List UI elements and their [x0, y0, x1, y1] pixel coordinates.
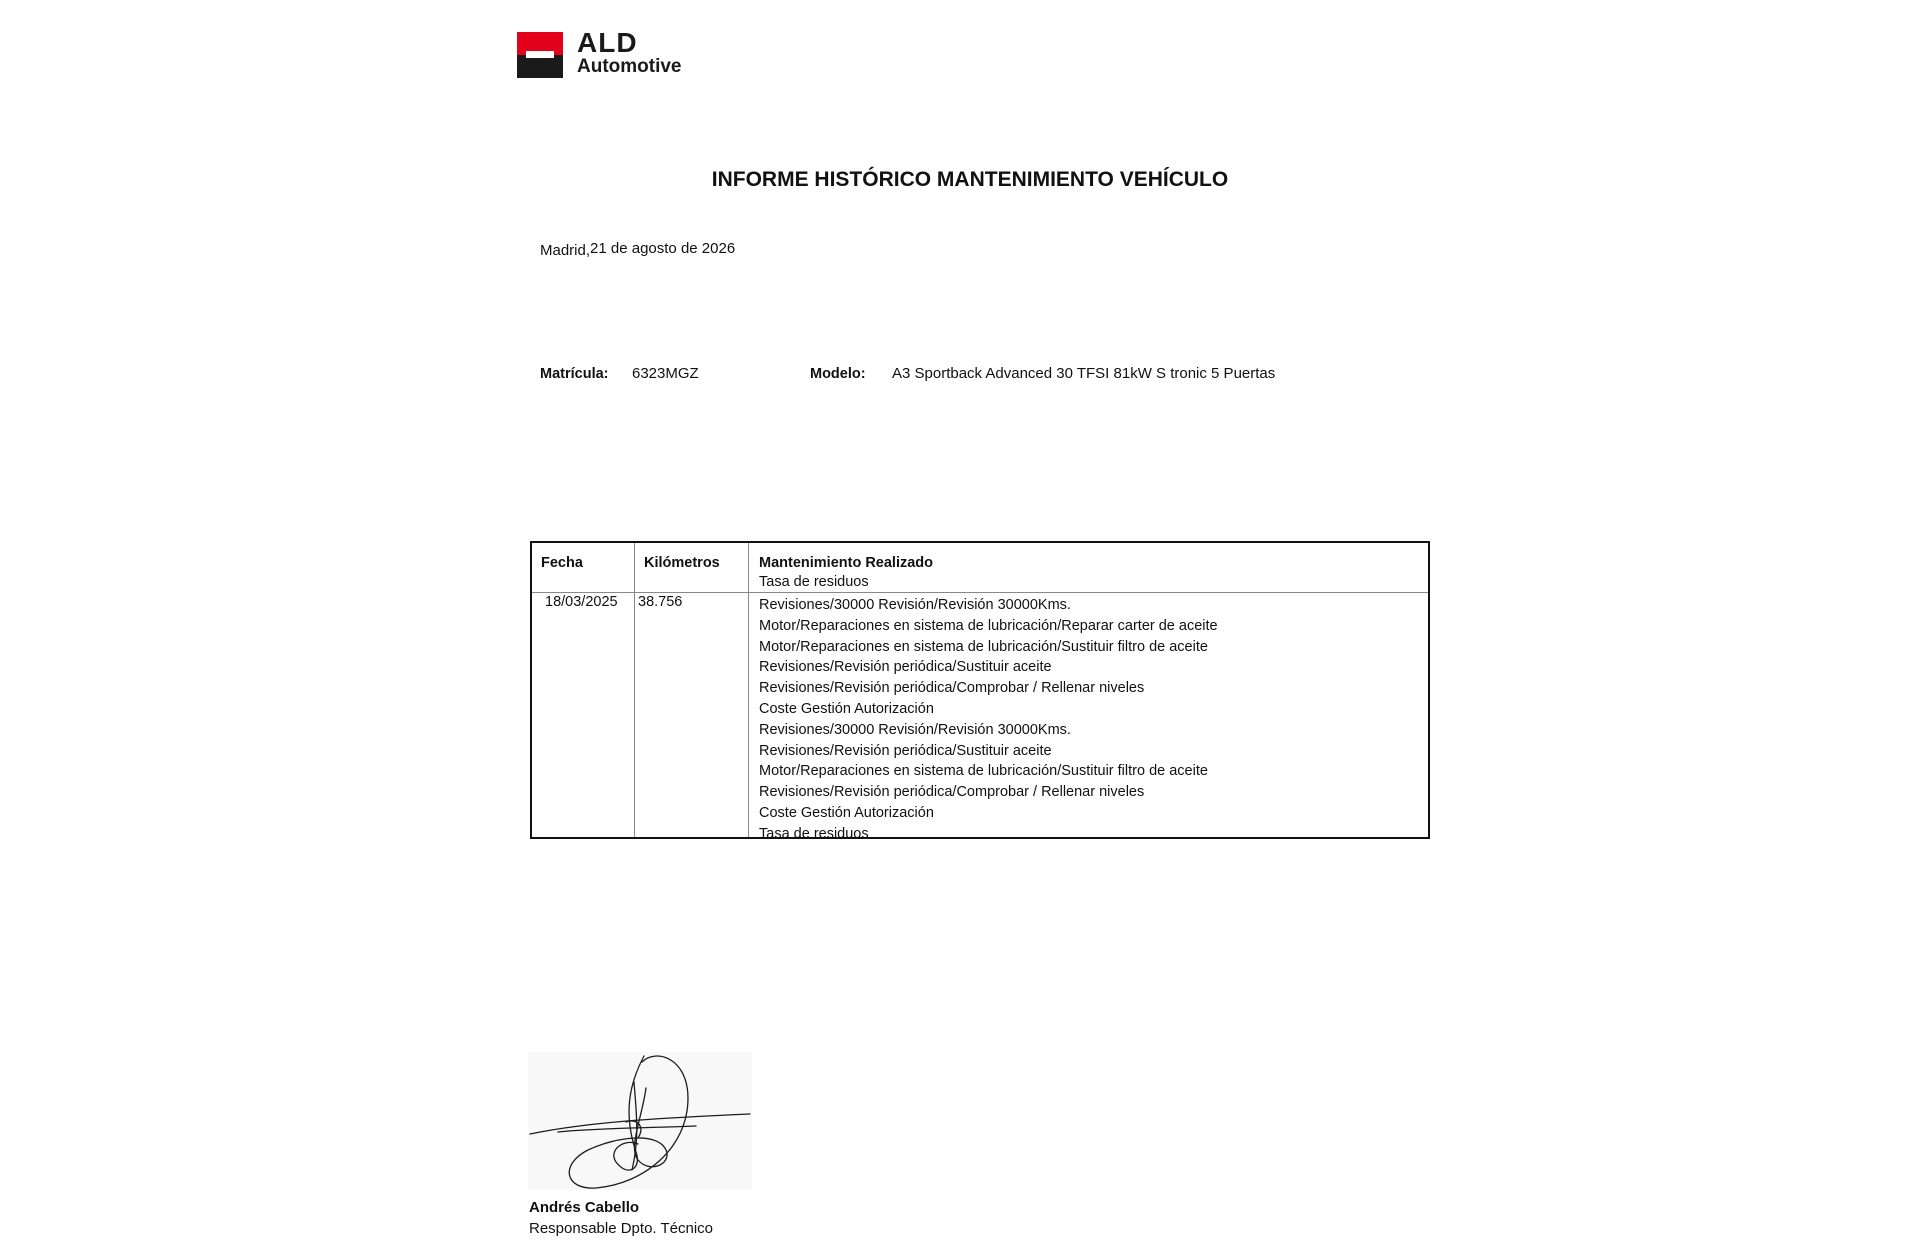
maintenance-item: Coste Gestión Autorización	[759, 804, 934, 821]
maintenance-item: Revisiones/Revisión periódica/Sustituir aceite	[759, 742, 1052, 759]
maintenance-items	[759, 595, 1218, 845]
plate-label: Matrícula:	[540, 366, 609, 382]
logo-line2: Automotive	[577, 56, 682, 77]
maintenance-item: Revisiones/Revisión periódica/Sustituir aceite	[759, 659, 1052, 676]
logo-wordmark	[577, 29, 682, 76]
maintenance-item: Motor/Reparaciones en sistema de lubricación/Reparar carter de aceite	[759, 617, 1218, 634]
ald-automotive-logo	[517, 29, 693, 81]
signatory-name: Andrés Cabello	[529, 1199, 640, 1216]
report-date: 21 de agosto de 2026	[590, 240, 736, 257]
signatory-role: Responsable Dpto. Técnico	[529, 1220, 713, 1237]
document-title-wrapper	[0, 168, 1920, 192]
plate-value: 6323MGZ	[632, 365, 699, 382]
header-fecha: Fecha	[541, 555, 583, 571]
maintenance-table	[530, 541, 1430, 842]
column-divider	[748, 543, 749, 837]
row-km: 38.756	[638, 594, 683, 610]
maintenance-item: Revisiones/Revisión periódica/Comprobar / Rellenar niveles	[759, 680, 1145, 697]
logo-mark-icon	[517, 32, 563, 78]
logo-line1: ALD	[577, 27, 638, 58]
model-value: A3 Sportback Advanced 30 TFSI 81kW S tronic 5 Puertas	[892, 365, 1276, 382]
header-mantenimiento: Mantenimiento Realizado	[759, 555, 934, 571]
maintenance-item: Motor/Reparaciones en sistema de lubricación/Sustituir filtro de aceite	[759, 763, 1208, 780]
maintenance-item: Coste Gestión Autorización	[759, 700, 934, 717]
handwritten-signature	[528, 1052, 752, 1190]
model-label: Modelo:	[810, 366, 866, 382]
header-extra-line: Tasa de residuos	[759, 574, 869, 590]
maintenance-item: Tasa de residuos	[759, 825, 869, 842]
place: Madrid,	[540, 242, 591, 259]
place-date	[540, 240, 735, 257]
header-divider	[532, 592, 1428, 593]
header-kilometros: Kilómetros	[644, 555, 720, 571]
maintenance-item: Revisiones/30000 Revisión/Revisión 30000Kms.	[759, 597, 1071, 613]
maintenance-item: Motor/Reparaciones en sistema de lubricación/Sustituir filtro de aceite	[759, 638, 1208, 655]
column-divider	[634, 543, 635, 837]
maintenance-item: Revisiones/30000 Revisión/Revisión 30000Kms.	[759, 721, 1071, 738]
document-title: INFORME HISTÓRICO MANTENIMIENTO VEHÍCULO	[711, 168, 1229, 191]
maintenance-item: Revisiones/Revisión periódica/Comprobar / Rellenar niveles	[759, 784, 1145, 801]
row-date: 18/03/2025	[545, 594, 618, 610]
